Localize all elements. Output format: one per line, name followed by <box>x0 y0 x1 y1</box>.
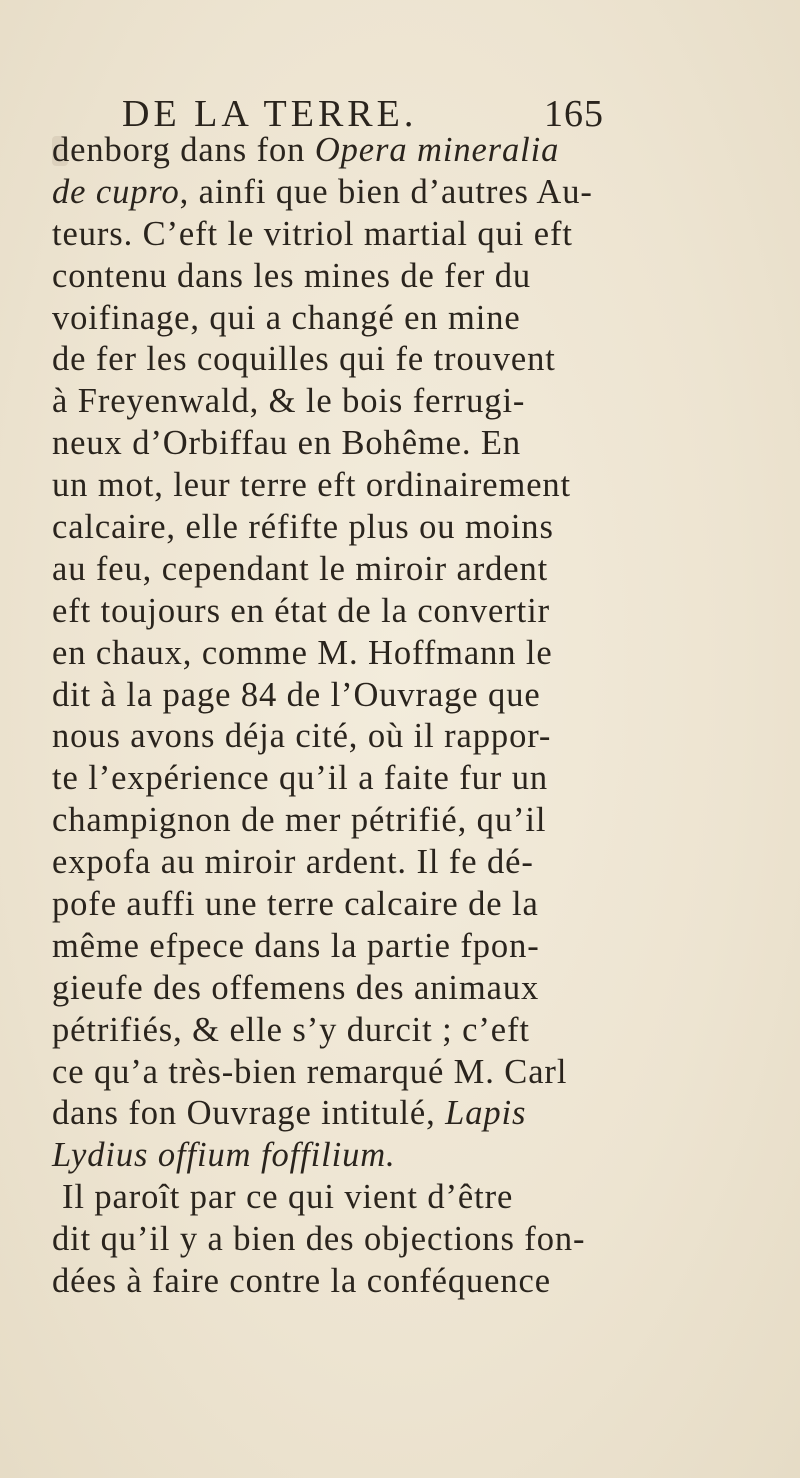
text-line <box>52 130 772 172</box>
text-line <box>52 465 772 507</box>
text-line <box>52 1135 772 1177</box>
text-line <box>52 591 772 633</box>
text-run: champignon de mer pétrifié, qu’il <box>52 801 547 840</box>
text-run: au feu, cependant le miroir ardent <box>52 549 549 588</box>
text-line <box>52 1052 772 1094</box>
italic-text-run: de cupro <box>52 172 180 211</box>
text-line <box>52 800 772 842</box>
text-run: dit à la page 84 de l’Ouvrage que <box>52 675 541 714</box>
text-run: un mot, leur terre eft ordinairement <box>52 466 572 505</box>
text-line <box>52 926 772 968</box>
text-line <box>52 1261 772 1303</box>
text-line <box>52 298 772 340</box>
text-line <box>52 884 772 926</box>
text-run: Il paroît par ce qui vient d’être <box>62 1178 514 1217</box>
text-run: dit qu’il y a bien des objections fon- <box>52 1220 586 1259</box>
text-line <box>52 549 772 591</box>
text-line <box>52 381 772 423</box>
italic-text-run: Lydius offium foffilium. <box>52 1136 396 1175</box>
text-line <box>52 1010 772 1052</box>
text-run: même efpece dans la partie fpon- <box>52 926 540 965</box>
text-run: contenu dans les mines de fer du <box>52 256 532 295</box>
text-run: calcaire, elle réfifte plus ou moins <box>52 508 554 547</box>
text-run: neux d’Orbiffau en Bohême. En <box>52 424 522 463</box>
text-line <box>52 1219 772 1261</box>
text-run: eft toujours en état de la convertir <box>52 591 550 630</box>
page-number: 165 <box>544 93 604 135</box>
text-run: denborg dans fon <box>52 131 315 169</box>
text-line <box>52 256 772 298</box>
text-line <box>52 968 772 1010</box>
text-line <box>52 339 772 381</box>
text-run: gieufe des offemens des animaux <box>52 968 540 1007</box>
italic-text-run: Lapis <box>445 1094 527 1133</box>
text-line <box>52 1093 772 1135</box>
text-run: pétrifiés, & elle s’y durcit ; c’eft <box>52 1010 530 1049</box>
text-line <box>52 172 772 214</box>
text-line <box>52 758 772 800</box>
text-run: , ainfi que bien d’autres Au- <box>179 172 593 211</box>
text-line <box>52 633 772 675</box>
text-run: en chaux, comme M. Hoffmann le <box>52 633 553 672</box>
text-run: voifinage, qui a changé en mine <box>52 298 521 337</box>
text-line <box>52 716 772 758</box>
text-run: ce qu’a très-bien remarqué M. Carl <box>52 1052 568 1091</box>
text-run: nous avons déja cité, où il rappor- <box>52 717 552 756</box>
text-run: à Freyenwald, & le bois ferrugi- <box>52 382 526 421</box>
text-run: dées à faire contre la conféquence <box>52 1262 551 1301</box>
text-run: pofe auffi une terre calcaire de la <box>52 885 539 924</box>
text-line <box>52 423 772 465</box>
text-line <box>52 675 772 717</box>
text-run: te l’expérience qu’il a faite fur un <box>52 759 548 798</box>
text-run: expofa au miroir ardent. Il fe dé- <box>52 843 534 882</box>
text-run: teurs. C’eft le vitriol martial qui eft <box>52 214 573 253</box>
text-line <box>52 507 772 549</box>
text-line <box>52 214 772 256</box>
text-line <box>52 1177 772 1219</box>
italic-text-run: Opera mineralia <box>314 131 560 169</box>
running-title: DE LA TERRE. <box>122 93 418 135</box>
text-line <box>52 842 772 884</box>
text-run: de fer les coquilles qui fe trouvent <box>52 340 556 379</box>
body-text <box>52 130 772 1303</box>
text-run: dans fon Ouvrage intitulé, <box>52 1094 446 1133</box>
